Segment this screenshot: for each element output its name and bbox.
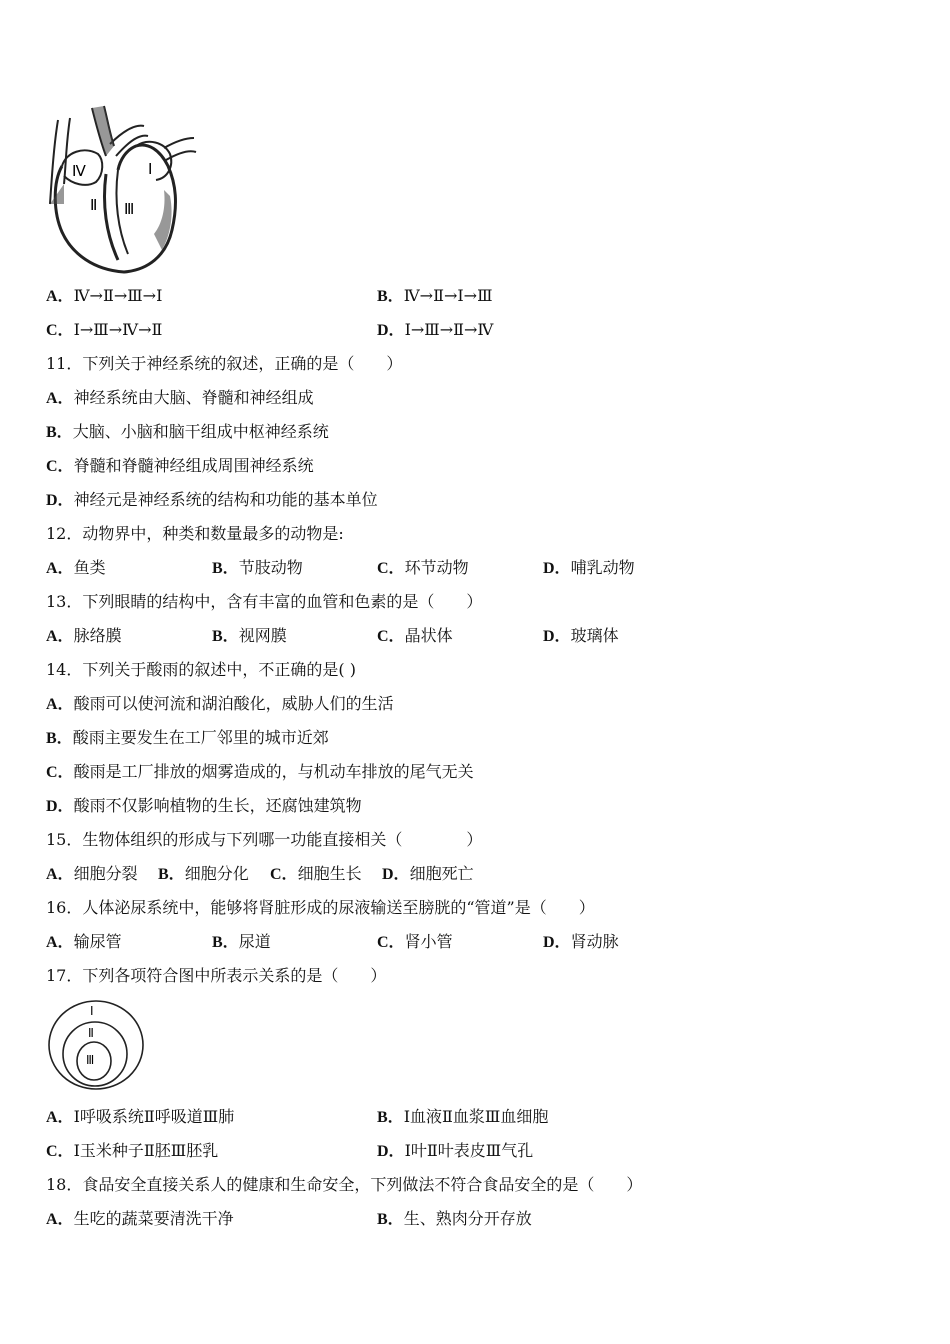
- q11-option-c[interactable]: C．脊髓和脊髓神经组成周围神经系统: [46, 456, 314, 475]
- q12-stem: 12．动物界中，种类和数量最多的动物是:: [46, 524, 344, 543]
- q11-option-a[interactable]: A．神经系统由大脑、脊髓和神经组成: [46, 388, 314, 407]
- label-I: Ⅰ: [148, 162, 153, 178]
- q13-option-d[interactable]: D．玻璃体: [543, 626, 619, 645]
- q10-option-d[interactable]: D．Ⅰ→Ⅲ→Ⅱ→Ⅳ: [377, 320, 494, 339]
- q18-stem: 18．食品安全直接关系人的健康和生命安全，下列做法不符合食品安全的是（ ）: [46, 1175, 643, 1194]
- label-I: Ⅰ: [90, 1004, 94, 1018]
- label-III: Ⅲ: [124, 202, 135, 218]
- q15-option-d[interactable]: D．细胞死亡: [382, 864, 474, 883]
- q13-stem: 13．下列眼睛的结构中，含有丰富的血管和色素的是（ ）: [46, 592, 483, 611]
- q10-option-b[interactable]: B．Ⅳ→Ⅱ→Ⅰ→Ⅲ: [377, 286, 493, 305]
- pulmonary-vein-a: [164, 138, 194, 148]
- q15-option-a[interactable]: A．细胞分裂: [46, 864, 138, 883]
- q16-option-d[interactable]: D．肾动脉: [543, 932, 619, 951]
- q15-stem: 15．生物体组织的形成与下列哪一功能直接相关（ ）: [46, 830, 483, 849]
- q14-option-d[interactable]: D．酸雨不仅影响植物的生长，还腐蚀建筑物: [46, 796, 362, 815]
- q16-stem: 16．人体泌尿系统中，能够将肾脏形成的尿液输送至膀胱的“管道”是（ ）: [46, 898, 595, 917]
- q12-option-c[interactable]: C．环节动物: [377, 558, 469, 577]
- heart-diagram: [44, 104, 200, 276]
- q14-option-b[interactable]: B．酸雨主要发生在工厂邻里的城市近郊: [46, 728, 329, 747]
- q16-option-c[interactable]: C．肾小管: [377, 932, 453, 951]
- vena-cava-inner: [64, 118, 70, 184]
- circle-outer: [49, 1001, 143, 1089]
- q11-option-d[interactable]: D．神经元是神经系统的结构和功能的基本单位: [46, 490, 378, 509]
- q16-option-a[interactable]: A．输尿管: [46, 932, 122, 951]
- q17-option-d[interactable]: D．Ⅰ叶Ⅱ叶表皮Ⅲ气孔: [377, 1141, 534, 1160]
- nested-circles-diagram: [46, 998, 146, 1092]
- q17-option-c[interactable]: C．Ⅰ玉米种子Ⅱ胚Ⅲ胚乳: [46, 1141, 219, 1160]
- q12-option-a[interactable]: A．鱼类: [46, 558, 106, 577]
- q15-option-b[interactable]: B．细胞分化: [158, 864, 249, 883]
- q11-option-b[interactable]: B．大脑、小脑和脑干组成中枢神经系统: [46, 422, 329, 441]
- q13-option-c[interactable]: C．晶状体: [377, 626, 453, 645]
- q14-option-c[interactable]: C．酸雨是工厂排放的烟雾造成的，与机动车排放的尾气无关: [46, 762, 474, 781]
- q17-option-b[interactable]: B．Ⅰ血液Ⅱ血浆Ⅲ血细胞: [377, 1107, 549, 1126]
- q18-option-a[interactable]: A．生吃的蔬菜要清洗干净: [46, 1209, 234, 1228]
- label-II: Ⅱ: [90, 198, 98, 214]
- label-III: Ⅲ: [86, 1053, 95, 1067]
- q17-stem: 17．下列各项符合图中所表示关系的是（ ）: [46, 966, 387, 985]
- q13-option-a[interactable]: A．脉络膜: [46, 626, 122, 645]
- circle-middle: [63, 1022, 127, 1086]
- q10-option-c[interactable]: C．Ⅰ→Ⅲ→Ⅳ→Ⅱ: [46, 320, 163, 339]
- q17-option-a[interactable]: A．Ⅰ呼吸系统Ⅱ呼吸道Ⅲ肺: [46, 1107, 235, 1126]
- q14-stem: 14．下列关于酸雨的叙述中，不正确的是( ): [46, 660, 356, 679]
- q13-option-b[interactable]: B．视网膜: [212, 626, 287, 645]
- q16-option-b[interactable]: B．尿道: [212, 932, 271, 951]
- label-IV: Ⅳ: [72, 164, 86, 180]
- q15-option-c[interactable]: C．细胞生长: [270, 864, 362, 883]
- q12-option-d[interactable]: D．哺乳动物: [543, 558, 635, 577]
- q10-option-a[interactable]: A．Ⅳ→Ⅱ→Ⅲ→Ⅰ: [46, 286, 163, 305]
- label-II: Ⅱ: [88, 1026, 94, 1040]
- pulmonary-trunk: [110, 126, 144, 144]
- q18-option-b[interactable]: B．生、熟肉分开存放: [377, 1209, 532, 1228]
- q11-stem: 11．下列关于神经系统的叙述，正确的是（ ）: [46, 354, 403, 373]
- q12-option-b[interactable]: B．节肢动物: [212, 558, 303, 577]
- q14-option-a[interactable]: A．酸雨可以使河流和湖泊酸化，威胁人们的生活: [46, 694, 394, 713]
